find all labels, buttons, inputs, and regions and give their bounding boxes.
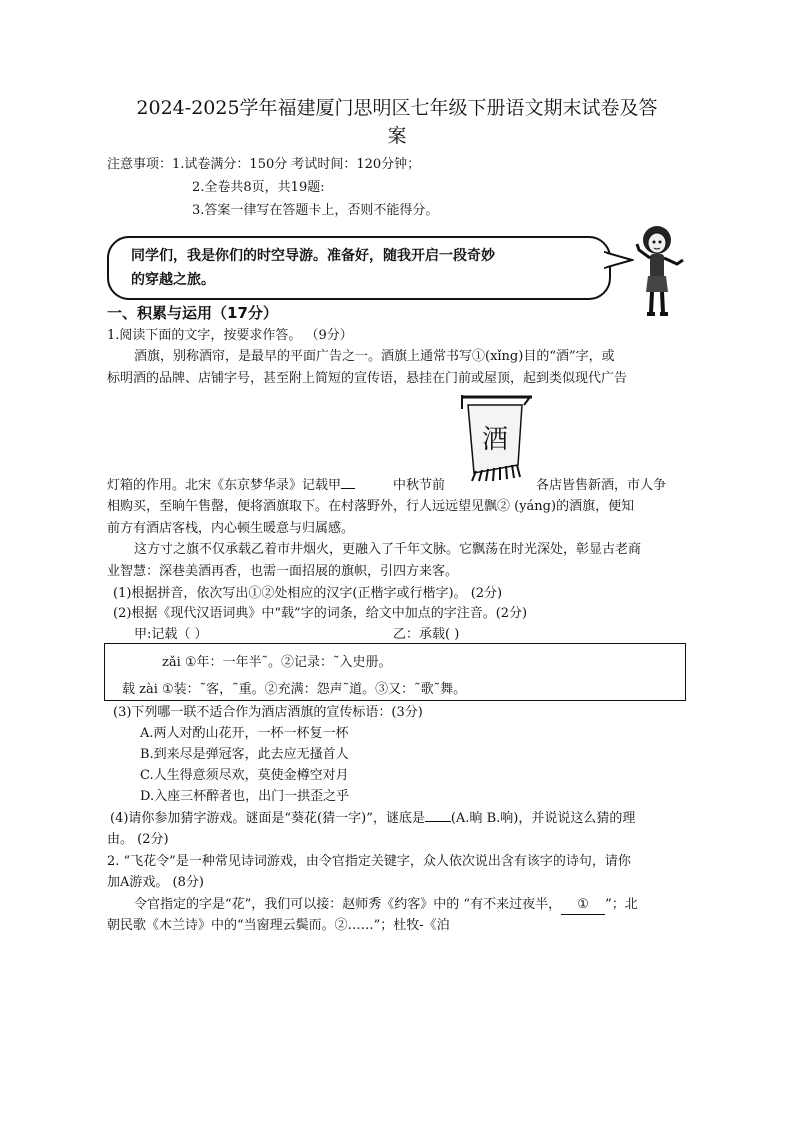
q2-line2: 加A游戏。 (8分) [107,875,204,890]
notice-item3: 3.答案一律写在答题卡上，否则不能得分。 [192,203,439,218]
q2-line1: 2. “飞花令”是一种常见诗词游戏，由令官指定关键字，众人依次说出含有该字的诗句，请你 [107,854,631,869]
p1-line3-b: 中秋节前 [393,478,446,493]
sub-question-2: (2)根据《现代汉语词典》中“载”字的词条，给文中加点的字注音。(2分) [113,606,528,621]
bubble-text [131,244,601,292]
p1-line3-a: 灯箱的作用。北宋《东京梦华录》记载甲 [107,478,342,493]
blank-jia [341,488,355,489]
sub-question-1: (1)根据拼音，依次写出①②处相应的汉字(正楷字或行楷字)。 (2分) [113,586,503,601]
bubble-tail-icon [604,250,634,270]
bubble-line2: 的穿越之旅。 [131,272,215,288]
flag-char: 酒 [481,425,509,455]
dict-line1: zǎi ①年：一年半˜。②记录：˜入史册。 [162,655,392,670]
p1-line2: 标明酒的品牌、店铺字号，甚至附上简短的宣传语，悬挂在门前或屋顶，起到类似现代广告 [107,371,628,386]
tour-guide-girl-icon [633,222,689,318]
option-d: D.入座三杯醉者也，出门一拱歪之乎 [140,789,350,804]
sub4-line2: 由。 (2分) [107,832,169,847]
q2-p-line2: 朝民歌《木兰诗》中的“当窗理云鬓而。②……”；杜牧-《泊 [107,918,450,933]
notice-line1 [107,156,420,174]
dict-line2: 载 zài ①装：˜客，˜重。②充满：怨声˜道。③又：˜歌˜舞。 [122,682,467,697]
p1-line3 [107,477,355,495]
p2-line2: 业智慧：深巷美酒再香，也需一面招展的旗帜，引四方来客。 [107,564,459,579]
document-title-line1: 2024-2025学年福建厦门思明区七年级下册语文期末试卷及答 [136,97,658,119]
p1-line5: 前方有酒店客栈，内心顿生暖意与归属感。 [107,521,355,536]
document-title-line2: 案 [387,125,407,147]
wine-flag-icon [454,393,536,485]
option-c: C.人生得意须尽欢，莫使金樽空对月 [140,768,349,783]
section1-heading: 一、积累与运用（17分） [107,304,278,322]
notice-item1: 1.试卷满分：150分 考试时间：120分钟； [172,157,421,172]
sub4-a: (4)请你参加猜字游戏。谜面是“葵花(猜一字)”，谜底是 [110,811,425,826]
answer-jia: 甲:记载（ ） [134,627,208,642]
q1-intro: 1.阅读下面的文字，按要求作答。 （9分） [107,328,353,343]
answer-blank-1: ① [561,896,605,915]
p1-line3-c: 各店皆售新酒，市人争 [536,478,667,493]
p2-line1: 这方寸之旗不仅承载乙着市井烟火，更融入了千年文脉。它飘荡在时光深处，彰显古老商 [134,542,642,557]
q2-p-line1 [134,896,638,915]
option-b: B.到来尽是弹冠客，此去应无搔首人 [140,747,349,762]
option-a: A.两人对酌山花开，一杯一杯复一杯 [140,726,349,741]
sub-question-4 [110,810,635,828]
notice-label: 注意事项： [107,157,173,172]
p1-line4: 相购买，至晌午售罄，便将酒旗取下。在村落野外，行人远远望见飘② (yáng)的酒旗，便知 [107,499,635,514]
notice-item2: 2.全卷共8页，共19题: [192,180,325,195]
bubble-line1: 同学们，我是你们的时空导游。准备好，随我开启一段奇妙 [131,248,495,264]
q2-p-line1-b: ”；北 [605,897,638,912]
p1-line1: 酒旗，别称酒帘，是最早的平面广告之一。酒旗上通常书写①(xǐng)目的“酒”字，或 [134,349,615,364]
sub-question-3: (3)下列哪一联不适合作为酒店酒旗的宣传标语：(3分) [113,705,423,720]
answer-blank-riddle [425,821,451,822]
q2-p-line1-a: 令官指定的字是“花”，我们可以接：赵师秀《约客》中的 “有不来过夜半， [134,897,562,912]
sub4-b: (A.晌 B.响)，并说说这么猜的理 [450,811,636,826]
answer-yi: 乙：承载( ) [393,627,460,642]
